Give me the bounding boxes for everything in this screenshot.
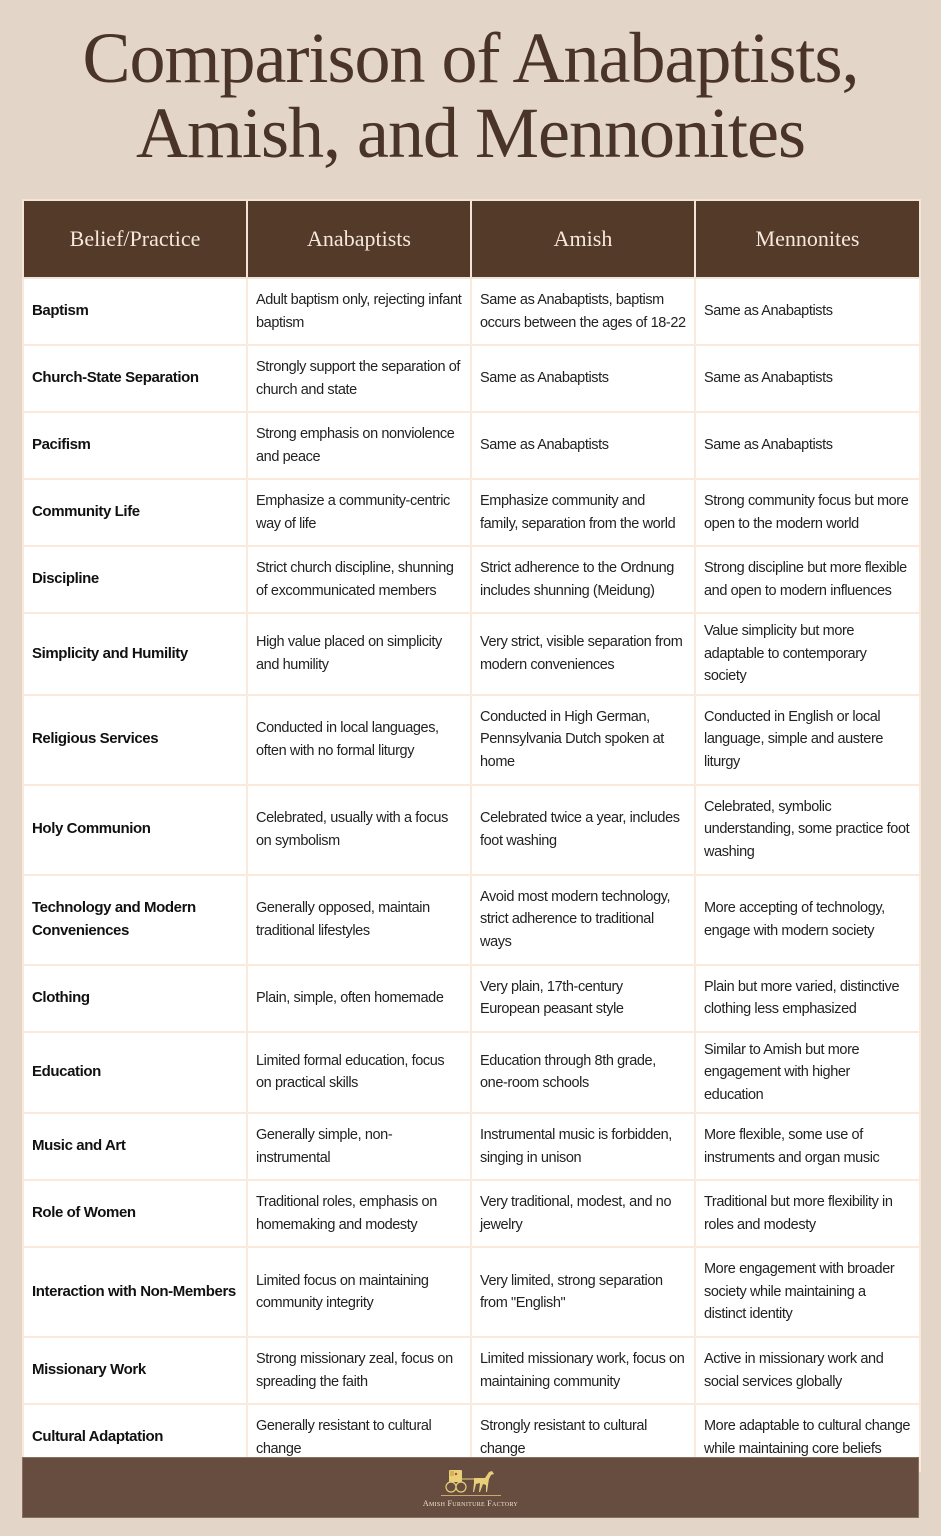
cell-anabaptists: [247, 1113, 471, 1180]
row-label-text: Community Life: [32, 503, 140, 521]
comparison-table: [22, 199, 921, 1472]
header-anabaptists: Anabaptists: [247, 200, 471, 278]
cell-amish-text: Conducted in High German, Pennsylvania Dutch spoken at home: [480, 708, 664, 770]
table-row: [23, 1180, 920, 1247]
row-label: [23, 1032, 247, 1114]
cell-anabaptists: [247, 965, 471, 1032]
row-label-text: Clothing: [32, 988, 90, 1006]
table-row: [23, 785, 920, 875]
cell-mennonites-text: More flexible, some use of instruments and organ music: [704, 1127, 880, 1166]
cell-anabaptists: [247, 1247, 471, 1337]
cell-amish-text: Same as Anabaptists: [480, 437, 609, 454]
cell-amish-text: Education through 8th grade, one-room schools: [480, 1052, 656, 1092]
cell-anabaptists: [247, 345, 471, 412]
cell-anabaptists-text: Adult baptism only, rejecting infant baptism: [256, 292, 462, 331]
cell-mennonites: [695, 695, 920, 785]
row-label-text: Church-State Separation: [32, 369, 199, 387]
footer-banner: [22, 1457, 919, 1518]
table-row: [23, 695, 920, 785]
cell-amish: [471, 785, 695, 875]
cell-mennonites-text: Traditional but more flexibility in roles and modesty: [704, 1194, 893, 1233]
brand-name: Amish Furniture Factory: [422, 1498, 519, 1508]
cell-mennonites-text: Celebrated, symbolic understanding, some practice foot washing: [704, 798, 910, 860]
cell-mennonites-text: Similar to Amish but more engagement with higher education: [704, 1041, 860, 1103]
cell-amish-text: Instrumental music is forbidden, singing in unison: [480, 1127, 672, 1166]
cell-anabaptists: [247, 1032, 471, 1114]
row-label: [23, 1247, 247, 1337]
cell-amish-text: Avoid most modern technology, strict adherence to traditional ways: [480, 888, 671, 950]
row-label: [23, 965, 247, 1032]
cell-amish-text: Very plain, 17th-century European peasant style: [480, 978, 624, 1017]
cell-mennonites: [695, 965, 920, 1032]
row-label: [23, 785, 247, 875]
cell-anabaptists-text: Strong missionary zeal, focus on spreading the faith: [256, 1351, 453, 1390]
cell-mennonites: [695, 1247, 920, 1337]
cell-amish: [471, 1337, 695, 1404]
cell-mennonites-text: Same as Anabaptists: [704, 437, 833, 454]
row-label-text: Baptism: [32, 302, 89, 320]
title-line-2: Amish, and Mennonites: [136, 93, 805, 173]
cell-anabaptists: [247, 1337, 471, 1404]
cell-mennonites-text: More accepting of technology, engage with modern society: [704, 900, 885, 939]
cell-mennonites-text: Value simplicity but more adaptable to contemporary society: [704, 623, 867, 684]
row-label-text: Education: [32, 1063, 101, 1080]
row-label: [23, 613, 247, 695]
row-label-text: Interaction with Non-Members: [32, 1282, 236, 1300]
horse-and-buggy-icon: [441, 1468, 501, 1494]
title-line-1: Comparison of Anabaptists,: [82, 18, 859, 98]
cell-mennonites-text: Active in missionary work and social services globally: [704, 1351, 884, 1390]
cell-mennonites: [695, 1113, 920, 1180]
table-row: [23, 479, 920, 546]
cell-amish-text: Very limited, strong separation from "English": [480, 1272, 663, 1311]
cell-anabaptists-text: Limited formal education, focus on practical skills: [256, 1052, 445, 1092]
page-title: [0, 18, 941, 173]
cell-mennonites: [695, 546, 920, 613]
cell-anabaptists: [247, 479, 471, 546]
table-row: [23, 412, 920, 479]
cell-anabaptists: [247, 613, 471, 695]
cell-mennonites: [695, 613, 920, 695]
row-label-text: Missionary Work: [32, 1361, 146, 1379]
header-belief-practice: Belief/Practice: [23, 200, 247, 278]
row-label: [23, 1180, 247, 1247]
cell-mennonites: [695, 1180, 920, 1247]
cell-amish-text: Celebrated twice a year, includes foot washing: [480, 810, 680, 849]
row-label: [23, 1113, 247, 1180]
row-label: [23, 546, 247, 613]
row-label-text: Pacifism: [32, 436, 91, 454]
row-label-text: Discipline: [32, 570, 99, 588]
cell-anabaptists: [247, 695, 471, 785]
cell-amish-text: Very strict, visible separation from modern conveniences: [480, 634, 683, 673]
table-row: [23, 345, 920, 412]
row-label-text: Holy Communion: [32, 820, 151, 838]
cell-mennonites-text: Strong discipline but more flexible and open to modern influences: [704, 560, 907, 599]
cell-anabaptists: [247, 1180, 471, 1247]
cell-anabaptists-text: Emphasize a community-centric way of life: [256, 493, 450, 532]
cell-amish: [471, 695, 695, 785]
row-label: [23, 1337, 247, 1404]
cell-anabaptists: [247, 412, 471, 479]
table-row: [23, 875, 920, 965]
row-label-text: Role of Women: [32, 1204, 136, 1222]
logo-divider: [441, 1495, 501, 1496]
cell-amish-text: Same as Anabaptists, baptism occurs between the ages of 18-22: [480, 292, 686, 331]
table-row: [23, 1032, 920, 1114]
cell-mennonites: [695, 875, 920, 965]
cell-anabaptists-text: Limited focus on maintaining community integrity: [256, 1272, 429, 1311]
table-row: [23, 1247, 920, 1337]
cell-anabaptists-text: Conducted in local languages, often with no formal liturgy: [256, 720, 439, 759]
cell-anabaptists: [247, 278, 471, 345]
cell-mennonites: [695, 412, 920, 479]
cell-amish: [471, 278, 695, 345]
cell-amish-text: Limited missionary work, focus on maintaining community: [480, 1351, 685, 1390]
cell-anabaptists-text: Strong emphasis on nonviolence and peace: [256, 426, 455, 465]
cell-amish: [471, 345, 695, 412]
cell-anabaptists-text: Generally opposed, maintain traditional lifestyles: [256, 900, 430, 939]
comparison-table-container: [22, 199, 919, 1472]
cell-anabaptists-text: Traditional roles, emphasis on homemaking and modesty: [256, 1194, 437, 1233]
table-row: [23, 546, 920, 613]
cell-anabaptists: [247, 875, 471, 965]
header-amish: Amish: [471, 200, 695, 278]
table-header-row: [23, 200, 920, 278]
table-row: [23, 1113, 920, 1180]
cell-mennonites-text: Conducted in English or local language, simple and austere liturgy: [704, 708, 884, 770]
cell-anabaptists-text: Strict church discipline, shunning of excommunicated members: [256, 560, 454, 599]
cell-amish-text: Strict adherence to the Ordnung includes shunning (Meidung): [480, 560, 674, 599]
row-label: [23, 278, 247, 345]
cell-anabaptists-text: Plain, simple, often homemade: [256, 989, 444, 1006]
row-label: [23, 875, 247, 965]
row-label: [23, 479, 247, 546]
cell-mennonites-text: Same as Anabaptists: [704, 370, 833, 387]
cell-amish: [471, 1180, 695, 1247]
cell-anabaptists: [247, 546, 471, 613]
row-label-text: Music and Art: [32, 1137, 126, 1155]
cell-anabaptists: [247, 785, 471, 875]
cell-amish: [471, 479, 695, 546]
cell-amish: [471, 546, 695, 613]
cell-amish: [471, 875, 695, 965]
cell-mennonites: [695, 1337, 920, 1404]
cell-mennonites: [695, 345, 920, 412]
cell-mennonites-text: More engagement with broader society while maintaining a distinct identity: [704, 1261, 895, 1323]
cell-amish: [471, 1032, 695, 1114]
row-label: [23, 695, 247, 785]
cell-mennonites-text: Strong community focus but more open to the modern world: [704, 493, 909, 532]
row-label-text: Technology and Modern Conveniences: [32, 899, 196, 939]
cell-mennonites-text: Same as Anabaptists: [704, 303, 833, 320]
cell-amish: [471, 1113, 695, 1180]
cell-amish-text: Emphasize community and family, separation from the world: [480, 493, 676, 532]
cell-amish-text: Very traditional, modest, and no jewelry: [480, 1194, 672, 1233]
cell-amish-text: Strongly resistant to cultural change: [480, 1418, 647, 1457]
cell-amish: [471, 965, 695, 1032]
table-row: [23, 278, 920, 345]
cell-mennonites: [695, 1032, 920, 1114]
table-row: [23, 613, 920, 695]
row-label: [23, 412, 247, 479]
cell-anabaptists-text: High value placed on simplicity and humility: [256, 634, 442, 673]
table-row: [23, 1337, 920, 1404]
cell-amish: [471, 1247, 695, 1337]
row-label-text: Cultural Adaptation: [32, 1428, 164, 1446]
cell-mennonites-text: More adaptable to cultural change while maintaining core beliefs: [704, 1418, 911, 1457]
header-mennonites: Mennonites: [695, 200, 920, 278]
cell-amish: [471, 613, 695, 695]
cell-mennonites: [695, 479, 920, 546]
cell-anabaptists-text: Celebrated, usually with a focus on symbolism: [256, 810, 448, 849]
cell-mennonites: [695, 785, 920, 875]
cell-mennonites-text: Plain but more varied, distinctive clothing less emphasized: [704, 978, 900, 1017]
table-row: [23, 965, 920, 1032]
row-label-text: Religious Services: [32, 730, 159, 748]
table-body: [23, 278, 920, 1471]
row-label-text: Simplicity and Humility: [32, 644, 188, 662]
cell-mennonites: [695, 278, 920, 345]
cell-amish: [471, 412, 695, 479]
row-label: [23, 345, 247, 412]
cell-amish-text: Same as Anabaptists: [480, 370, 609, 387]
cell-anabaptists-text: Generally resistant to cultural change: [256, 1418, 432, 1457]
cell-anabaptists-text: Generally simple, non-instrumental: [256, 1127, 393, 1166]
cell-anabaptists-text: Strongly support the separation of church and state: [256, 359, 461, 398]
